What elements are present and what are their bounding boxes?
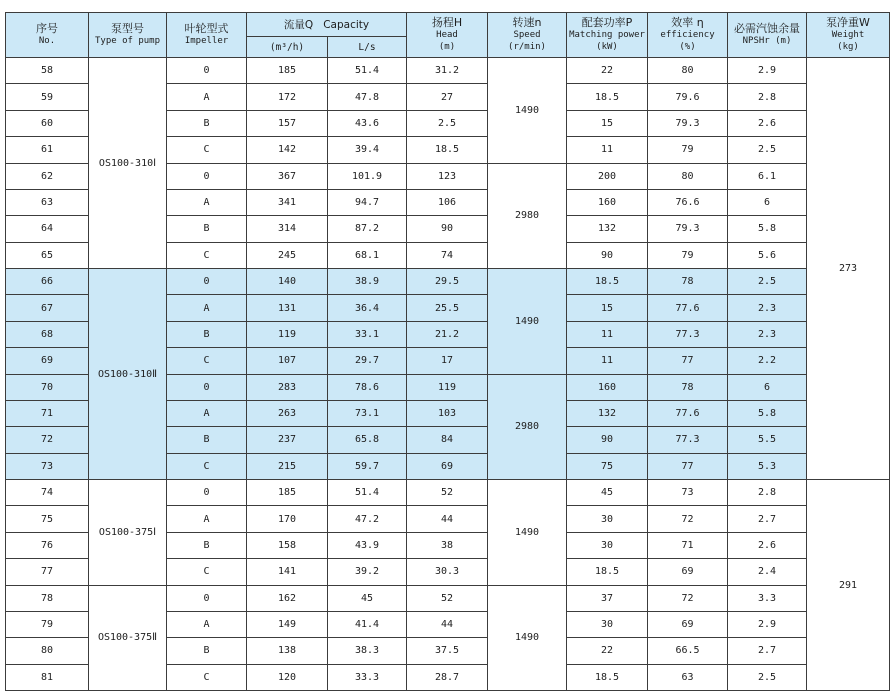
- cell-no: 70: [6, 374, 89, 400]
- cell-power: 11: [567, 137, 648, 163]
- header-efficiency-unit: (%): [679, 42, 696, 52]
- cell-no: 58: [6, 58, 89, 84]
- cell-capacity-ls: 45: [328, 585, 407, 611]
- cell-pump-model: OS100-310Ⅰ: [89, 58, 167, 269]
- cell-npshr: 2.5: [728, 269, 807, 295]
- cell-capacity-m3h: 140: [247, 269, 328, 295]
- cell-npshr: 5.6: [728, 242, 807, 268]
- cell-capacity-ls: 78.6: [328, 374, 407, 400]
- cell-speed: 2980: [488, 163, 567, 269]
- cell-no: 62: [6, 163, 89, 189]
- header-efficiency: [648, 13, 728, 58]
- cell-impeller: 0: [167, 585, 247, 611]
- cell-capacity-m3h: 158: [247, 532, 328, 558]
- cell-capacity-m3h: 215: [247, 453, 328, 479]
- cell-power: 132: [567, 216, 648, 242]
- cell-capacity-m3h: 149: [247, 611, 328, 637]
- cell-impeller: B: [167, 321, 247, 347]
- cell-power: 15: [567, 295, 648, 321]
- cell-power: 15: [567, 110, 648, 136]
- cell-npshr: 2.6: [728, 110, 807, 136]
- cell-efficiency: 66.5: [648, 638, 728, 664]
- cell-power: 11: [567, 348, 648, 374]
- cell-npshr: 2.6: [728, 532, 807, 558]
- cell-head: 30.3: [407, 559, 488, 585]
- cell-capacity-ls: 43.9: [328, 532, 407, 558]
- cell-capacity-ls: 94.7: [328, 189, 407, 215]
- cell-no: 80: [6, 638, 89, 664]
- cell-pump-model: OS100-310Ⅱ: [89, 269, 167, 480]
- cell-efficiency: 79.6: [648, 84, 728, 110]
- cell-npshr: 2.3: [728, 295, 807, 321]
- cell-capacity-ls: 68.1: [328, 242, 407, 268]
- header-capacity-ls: L/s: [328, 37, 407, 58]
- cell-efficiency: 72: [648, 506, 728, 532]
- cell-no: 79: [6, 611, 89, 637]
- cell-power: 22: [567, 638, 648, 664]
- cell-efficiency: 77.6: [648, 295, 728, 321]
- cell-capacity-ls: 33.3: [328, 664, 407, 690]
- cell-npshr: 2.7: [728, 638, 807, 664]
- cell-no: 60: [6, 110, 89, 136]
- cell-weight: 291: [807, 480, 890, 691]
- cell-npshr: 2.9: [728, 611, 807, 637]
- cell-npshr: 2.8: [728, 480, 807, 506]
- cell-head: 37.5: [407, 638, 488, 664]
- cell-no: 68: [6, 321, 89, 347]
- cell-speed: 1490: [488, 585, 567, 691]
- cell-no: 66: [6, 269, 89, 295]
- cell-capacity-ls: 73.1: [328, 400, 407, 426]
- cell-capacity-ls: 51.4: [328, 58, 407, 84]
- cell-impeller: A: [167, 611, 247, 637]
- cell-capacity-ls: 36.4: [328, 295, 407, 321]
- cell-impeller: A: [167, 189, 247, 215]
- header-pump-type-en: Type of pump: [94, 36, 161, 46]
- cell-npshr: 6: [728, 189, 807, 215]
- header-no-zh: 序号: [36, 22, 58, 35]
- cell-capacity-ls: 101.9: [328, 163, 407, 189]
- header-weight-unit: (kg): [837, 42, 859, 52]
- cell-capacity-m3h: 367: [247, 163, 328, 189]
- cell-impeller: B: [167, 427, 247, 453]
- cell-impeller: 0: [167, 269, 247, 295]
- cell-power: 18.5: [567, 269, 648, 295]
- cell-head: 29.5: [407, 269, 488, 295]
- cell-no: 72: [6, 427, 89, 453]
- cell-impeller: 0: [167, 58, 247, 84]
- cell-capacity-m3h: 119: [247, 321, 328, 347]
- cell-weight: 273: [807, 58, 890, 480]
- cell-power: 90: [567, 242, 648, 268]
- cell-npshr: 2.3: [728, 321, 807, 347]
- cell-impeller: C: [167, 137, 247, 163]
- cell-capacity-ls: 38.9: [328, 269, 407, 295]
- header-head-unit: (m): [438, 42, 456, 52]
- table-row: [6, 269, 890, 295]
- cell-no: 61: [6, 137, 89, 163]
- cell-no: 74: [6, 480, 89, 506]
- header-no: [6, 13, 89, 58]
- cell-efficiency: 77.3: [648, 427, 728, 453]
- cell-impeller: B: [167, 216, 247, 242]
- header-weight-en: Weight: [831, 30, 865, 40]
- cell-pump-model: OS100-375Ⅰ: [89, 480, 167, 586]
- cell-head: 123: [407, 163, 488, 189]
- cell-head: 74: [407, 242, 488, 268]
- cell-head: 31.2: [407, 58, 488, 84]
- cell-efficiency: 69: [648, 611, 728, 637]
- cell-efficiency: 77.3: [648, 321, 728, 347]
- cell-capacity-m3h: 162: [247, 585, 328, 611]
- cell-capacity-m3h: 107: [247, 348, 328, 374]
- cell-capacity-m3h: 172: [247, 84, 328, 110]
- cell-efficiency: 80: [648, 163, 728, 189]
- cell-impeller: 0: [167, 480, 247, 506]
- cell-head: 69: [407, 453, 488, 479]
- cell-no: 69: [6, 348, 89, 374]
- cell-npshr: 5.8: [728, 400, 807, 426]
- cell-impeller: C: [167, 348, 247, 374]
- header-efficiency-zh: 效率 η: [671, 16, 704, 29]
- cell-efficiency: 79.3: [648, 216, 728, 242]
- cell-capacity-m3h: 341: [247, 189, 328, 215]
- cell-capacity-m3h: 170: [247, 506, 328, 532]
- cell-npshr: 5.3: [728, 453, 807, 479]
- header-power-zh: 配套功率P: [581, 16, 633, 29]
- cell-npshr: 5.5: [728, 427, 807, 453]
- cell-head: 18.5: [407, 137, 488, 163]
- table-header-row: [6, 13, 890, 37]
- cell-no: 77: [6, 559, 89, 585]
- cell-capacity-ls: 87.2: [328, 216, 407, 242]
- cell-speed: 1490: [488, 269, 567, 375]
- table-row: [6, 585, 890, 611]
- cell-capacity-m3h: 185: [247, 58, 328, 84]
- cell-capacity-m3h: 185: [247, 480, 328, 506]
- cell-impeller: A: [167, 506, 247, 532]
- cell-head: 84: [407, 427, 488, 453]
- cell-head: 119: [407, 374, 488, 400]
- header-impeller-zh: 叶轮型式: [184, 22, 229, 35]
- cell-impeller: 0: [167, 163, 247, 189]
- cell-efficiency: 69: [648, 559, 728, 585]
- cell-head: 106: [407, 189, 488, 215]
- header-power-en: Matching power: [569, 30, 645, 40]
- cell-impeller: B: [167, 110, 247, 136]
- cell-no: 76: [6, 532, 89, 558]
- cell-capacity-ls: 39.4: [328, 137, 407, 163]
- cell-capacity-m3h: 237: [247, 427, 328, 453]
- cell-head: 103: [407, 400, 488, 426]
- pump-performance-table: [5, 12, 890, 691]
- cell-impeller: 0: [167, 374, 247, 400]
- cell-efficiency: 73: [648, 480, 728, 506]
- cell-head: 44: [407, 611, 488, 637]
- header-power-unit: (kW): [596, 42, 618, 52]
- cell-impeller: A: [167, 295, 247, 321]
- cell-efficiency: 77: [648, 453, 728, 479]
- header-head-en: Head: [436, 30, 458, 40]
- cell-power: 18.5: [567, 664, 648, 690]
- header-speed-en: Speed: [513, 30, 541, 40]
- cell-impeller: C: [167, 664, 247, 690]
- cell-power: 30: [567, 532, 648, 558]
- cell-head: 90: [407, 216, 488, 242]
- cell-efficiency: 80: [648, 58, 728, 84]
- cell-capacity-m3h: 314: [247, 216, 328, 242]
- cell-power: 18.5: [567, 84, 648, 110]
- cell-efficiency: 79: [648, 242, 728, 268]
- cell-impeller: C: [167, 559, 247, 585]
- cell-impeller: A: [167, 400, 247, 426]
- header-capacity: [247, 13, 407, 37]
- cell-npshr: 3.3: [728, 585, 807, 611]
- cell-efficiency: 79.3: [648, 110, 728, 136]
- cell-head: 28.7: [407, 664, 488, 690]
- header-pump-type-zh: 泵型号: [111, 22, 144, 35]
- cell-capacity-m3h: 131: [247, 295, 328, 321]
- cell-head: 52: [407, 480, 488, 506]
- cell-power: 75: [567, 453, 648, 479]
- cell-head: 21.2: [407, 321, 488, 347]
- header-power: [567, 13, 648, 58]
- cell-npshr: 2.2: [728, 348, 807, 374]
- cell-capacity-ls: 51.4: [328, 480, 407, 506]
- header-speed: [488, 13, 567, 58]
- cell-efficiency: 77: [648, 348, 728, 374]
- cell-efficiency: 77.6: [648, 400, 728, 426]
- cell-speed: 1490: [488, 58, 567, 164]
- cell-head: 17: [407, 348, 488, 374]
- cell-efficiency: 78: [648, 374, 728, 400]
- cell-impeller: B: [167, 532, 247, 558]
- cell-no: 64: [6, 216, 89, 242]
- cell-power: 18.5: [567, 559, 648, 585]
- cell-no: 59: [6, 84, 89, 110]
- cell-power: 30: [567, 611, 648, 637]
- cell-efficiency: 72: [648, 585, 728, 611]
- cell-power: 90: [567, 427, 648, 453]
- cell-capacity-m3h: 142: [247, 137, 328, 163]
- cell-head: 27: [407, 84, 488, 110]
- header-npshr-en: NPSHr (m): [742, 36, 792, 46]
- cell-no: 73: [6, 453, 89, 479]
- cell-power: 22: [567, 58, 648, 84]
- cell-capacity-ls: 41.4: [328, 611, 407, 637]
- header-capacity-m3h: (m³/h): [247, 37, 328, 58]
- cell-capacity-ls: 47.8: [328, 84, 407, 110]
- cell-power: 160: [567, 374, 648, 400]
- cell-power: 160: [567, 189, 648, 215]
- cell-no: 78: [6, 585, 89, 611]
- cell-efficiency: 76.6: [648, 189, 728, 215]
- cell-npshr: 6.1: [728, 163, 807, 189]
- header-speed-unit: (r/min): [508, 42, 546, 52]
- cell-capacity-m3h: 141: [247, 559, 328, 585]
- header-impeller-en: Impeller: [184, 36, 229, 46]
- header-capacity-title: 流量Q Capacity: [283, 18, 370, 31]
- cell-efficiency: 78: [648, 269, 728, 295]
- cell-head: 2.5: [407, 110, 488, 136]
- cell-npshr: 6: [728, 374, 807, 400]
- cell-capacity-m3h: 245: [247, 242, 328, 268]
- header-head-zh: 扬程H: [431, 16, 463, 29]
- table-row: [6, 480, 890, 506]
- header-speed-zh: 转速n: [512, 16, 542, 29]
- cell-impeller: C: [167, 453, 247, 479]
- cell-capacity-m3h: 138: [247, 638, 328, 664]
- table-header: [6, 13, 890, 58]
- cell-impeller: C: [167, 242, 247, 268]
- cell-efficiency: 63: [648, 664, 728, 690]
- cell-pump-model: OS100-375Ⅱ: [89, 585, 167, 691]
- cell-capacity-m3h: 157: [247, 110, 328, 136]
- cell-capacity-m3h: 120: [247, 664, 328, 690]
- cell-npshr: 2.7: [728, 506, 807, 532]
- cell-npshr: 2.9: [728, 58, 807, 84]
- cell-speed: 1490: [488, 480, 567, 586]
- cell-head: 38: [407, 532, 488, 558]
- cell-capacity-m3h: 263: [247, 400, 328, 426]
- cell-no: 81: [6, 664, 89, 690]
- cell-npshr: 2.4: [728, 559, 807, 585]
- header-npshr: [728, 13, 807, 58]
- cell-capacity-ls: 38.3: [328, 638, 407, 664]
- cell-capacity-ls: 59.7: [328, 453, 407, 479]
- header-pump-type: [89, 13, 167, 58]
- header-weight: [807, 13, 890, 58]
- cell-head: 52: [407, 585, 488, 611]
- cell-efficiency: 79: [648, 137, 728, 163]
- cell-capacity-ls: 47.2: [328, 506, 407, 532]
- cell-no: 71: [6, 400, 89, 426]
- cell-npshr: 2.8: [728, 84, 807, 110]
- cell-no: 63: [6, 189, 89, 215]
- cell-no: 65: [6, 242, 89, 268]
- cell-no: 67: [6, 295, 89, 321]
- header-head: [407, 13, 488, 58]
- cell-npshr: 5.8: [728, 216, 807, 242]
- cell-impeller: A: [167, 84, 247, 110]
- header-efficiency-en: efficiency: [660, 30, 715, 40]
- cell-power: 37: [567, 585, 648, 611]
- cell-capacity-ls: 43.6: [328, 110, 407, 136]
- cell-head: 25.5: [407, 295, 488, 321]
- cell-capacity-ls: 33.1: [328, 321, 407, 347]
- header-weight-zh: 泵净重W: [826, 16, 870, 29]
- cell-power: 30: [567, 506, 648, 532]
- cell-power: 45: [567, 480, 648, 506]
- cell-capacity-m3h: 283: [247, 374, 328, 400]
- cell-npshr: 2.5: [728, 664, 807, 690]
- cell-head: 44: [407, 506, 488, 532]
- header-impeller: [167, 13, 247, 58]
- table-body: [6, 58, 890, 691]
- table-row: [6, 58, 890, 84]
- cell-capacity-ls: 29.7: [328, 348, 407, 374]
- cell-capacity-ls: 65.8: [328, 427, 407, 453]
- cell-capacity-ls: 39.2: [328, 559, 407, 585]
- cell-npshr: 2.5: [728, 137, 807, 163]
- cell-power: 11: [567, 321, 648, 347]
- header-npshr-zh: 必需汽蚀余量: [734, 22, 801, 35]
- header-no-en: No.: [38, 36, 56, 46]
- cell-no: 75: [6, 506, 89, 532]
- cell-speed: 2980: [488, 374, 567, 480]
- cell-power: 132: [567, 400, 648, 426]
- cell-power: 200: [567, 163, 648, 189]
- cell-impeller: B: [167, 638, 247, 664]
- cell-efficiency: 71: [648, 532, 728, 558]
